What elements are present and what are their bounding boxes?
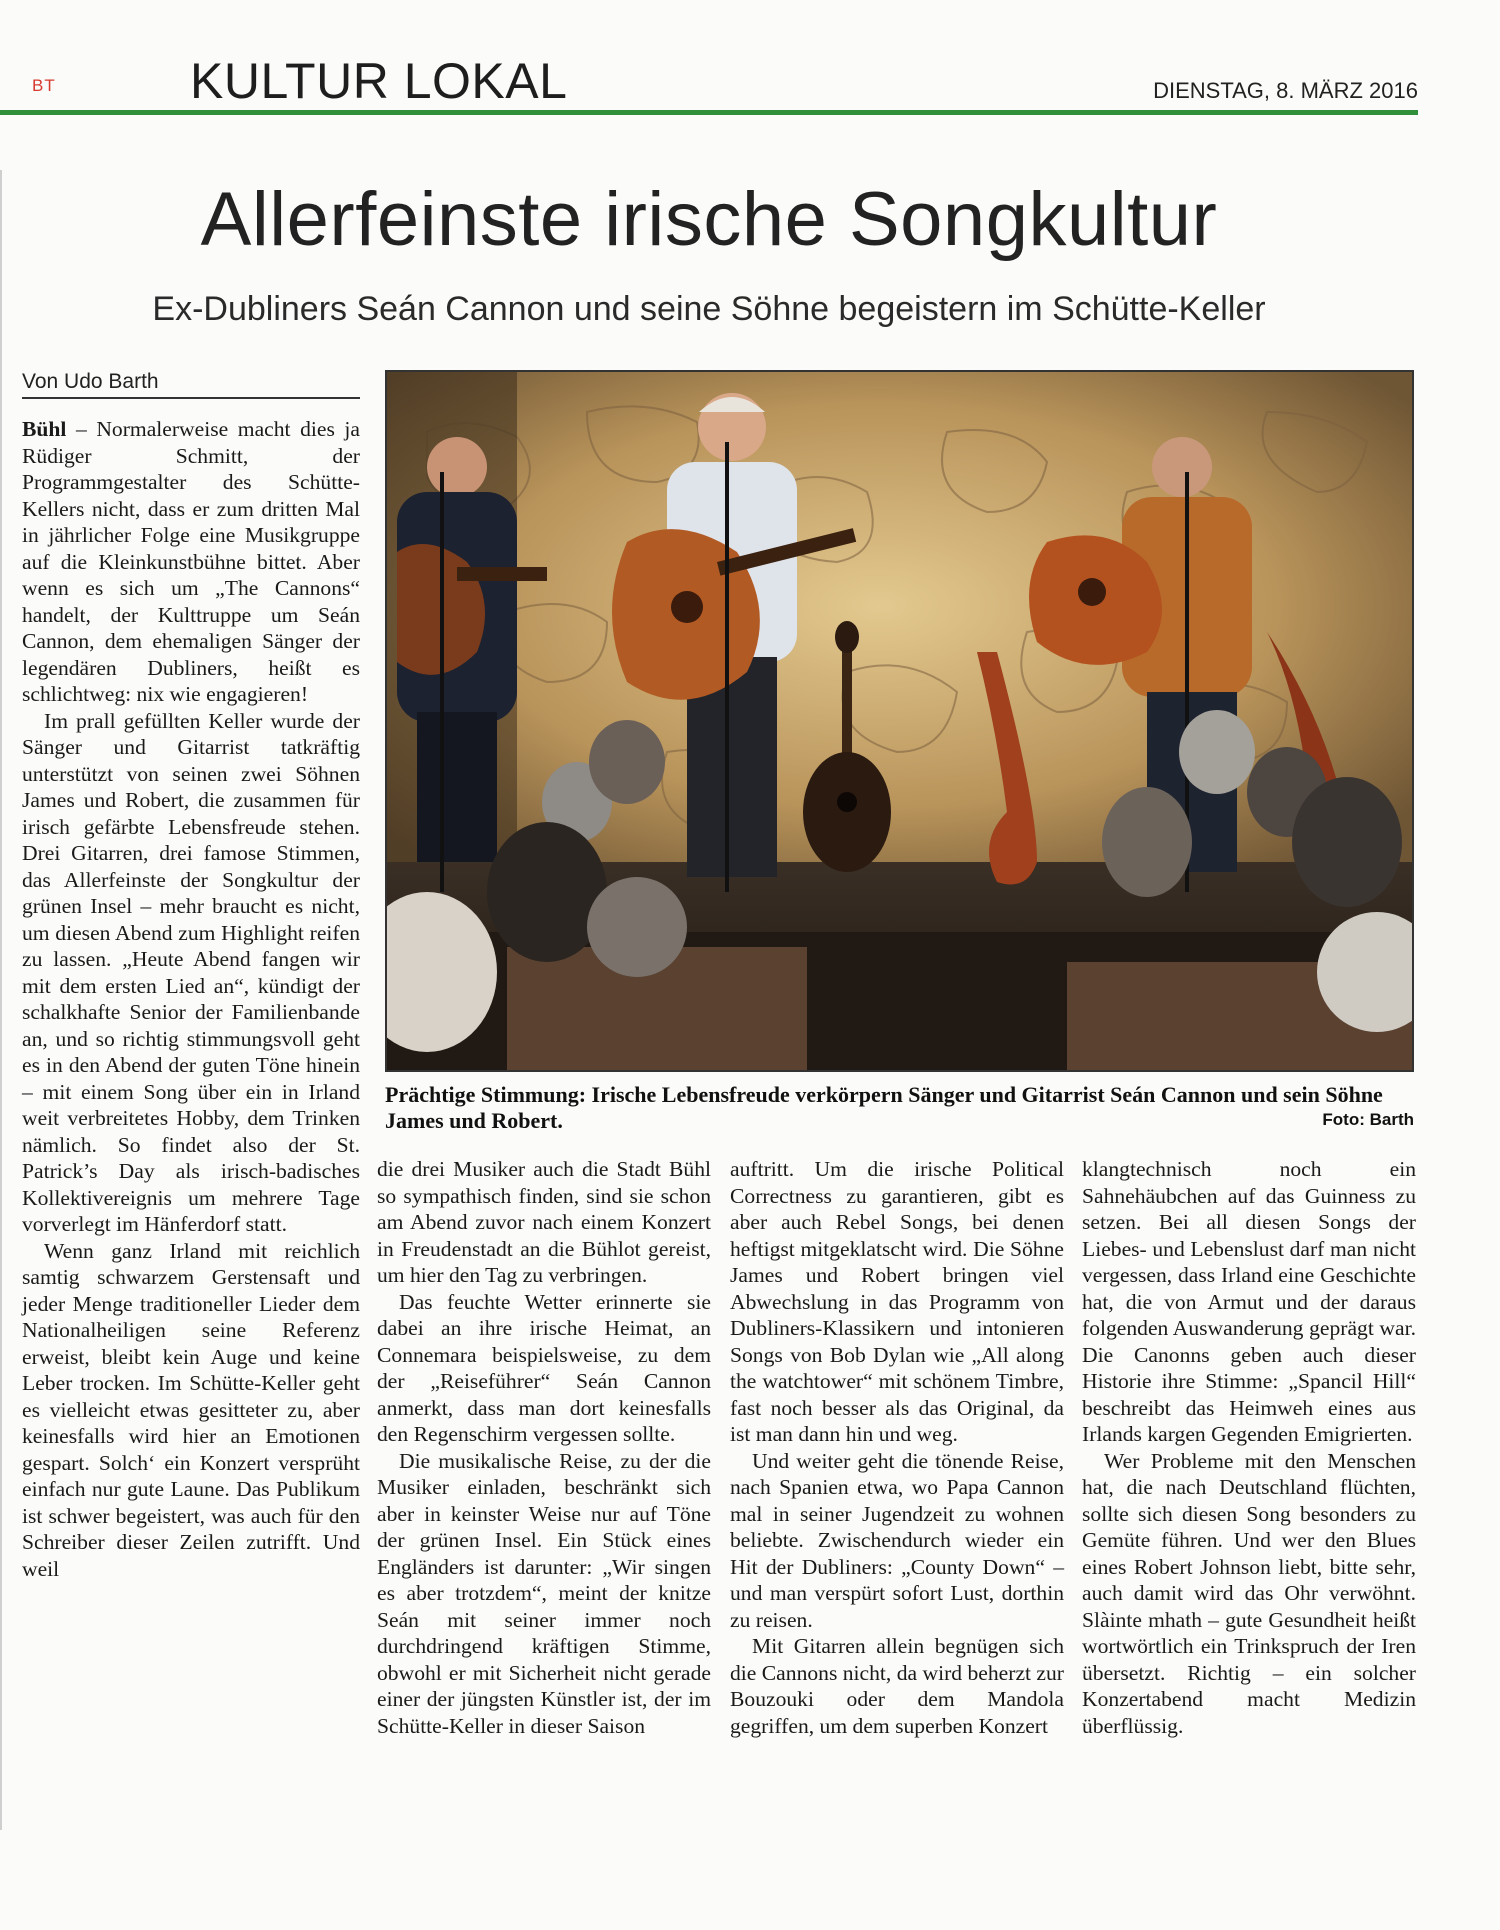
paragraph <box>22 416 360 708</box>
header-rule <box>0 110 1418 115</box>
byline: Von Udo Barth <box>22 370 159 393</box>
article-column-4 <box>1082 1156 1416 1739</box>
paragraph: Im prall gefüllten Keller wurde der Sänger und Gitarrist tatkräftig unterstützt von seinen zwei Söhnen James und Robert, die zusammen für irisch gefärbte Lebensfreude stehen. Drei Gitarren, drei famose Stimmen, das Allerfeinste der Songkultur der grünen Insel – mehr braucht es nicht, um diesen Abend zum Highlight reifen zu lassen. „Heute Abend fangen wir mit dem ersten Lied an“, kündigt der schalkhafte Senior der Familienbande an, und so richtig stimmungsvoll geht es in den Abend der guten Töne hinein – mit einem Song über ein in Irland weit verbreitetes Hobby, dem Trinken nämlich. So findet also der St. Patrick’s Day als irisch-badisches Kollektivereignis um mehrere Tage vorverlegt im Hänferdorf statt. <box>22 708 360 1236</box>
article-column-2 <box>377 1156 711 1739</box>
article-subheadline: Ex-Dubliners Seán Cannon und seine Söhne begeistern im Schütte-Keller <box>152 290 1266 328</box>
paragraph: Wenn ganz Irland mit reichlich samtig schwarzem Gerstensaft und jeder Menge traditioneller Lieder dem Nationalheiligen seine Referenz erweist, bleibt kein Auge und keine Leber trocken. Im Schütte-Keller geht es vielleicht etwas gesitteter zu, aber keinesfalls wird hier an Emotionen gespart. Solch‘ ein Konzert versprüht einfach nur gute Laune. Das Publikum ist schwer begeistert, was auch für den Schreiber dieser Zeilen zutrifft. Und weil <box>22 1238 360 1581</box>
photo-credit: Foto: Barth <box>1322 1110 1414 1129</box>
page-edge-line <box>0 170 2 1830</box>
paragraph: Das feuchte Wetter erinnerte sie dabei an ihre irische Heimat, an Connemara beispielsweise, zu dem der „Reiseführer“ Seán Cannon anmerkt, dass man dort keinesfalls den Regenschirm vergessen sollte. <box>377 1289 711 1446</box>
concert-photo-illustration <box>387 372 1412 1070</box>
paragraph: auftritt. Um die irische Political Correctness zu garantieren, gibt es aber auch Rebel Songs, bei denen heftigst mitgeklatscht wird. Die Söhne James und Robert bringen viel Abwechslung in das Programm von Dubliners-Klassikern und intonieren Songs von Bob Dylan wie „All along the watchtower“ mit schönem Timbre, fast noch besser als das Original, da ist man dann hin und weg. <box>730 1157 1064 1446</box>
section-title: KULTUR LOKAL <box>190 53 568 109</box>
photo-caption: Prächtige Stimmung: Irische Lebensfreude verkörpern Sänger und Gitarrist Seán Cannon und sein Söhne James und Robert. <box>385 1082 1383 1133</box>
issue-date: DIENSTAG, 8. MÄRZ 2016 <box>1153 78 1418 103</box>
paragraph: Mit Gitarren allein begnügen sich die Cannons nicht, da wird beherzt zur Bouzouki oder dem Mandola gegriffen, um dem superben Konzert <box>730 1634 1064 1738</box>
paper-abbreviation: BT <box>32 76 56 95</box>
dateline: Bühl <box>22 417 67 441</box>
paragraph-text: – Normalerweise macht dies ja Rüdiger Schmitt, der Programmgestalter des Schütte-Kellers nicht, dass er zum dritten Mal in jährlicher Folge eine Musikgruppe auf die Kleinkunstbühne bittet. Aber wenn es sich um „The Cannons“ handelt, der Kulttruppe um Seán Cannon, dem ehemaligen Sänger der legendären Dubliners, heißt es schlichtweg: nix wie engagieren! <box>22 417 360 706</box>
paragraph: klangtechnisch noch ein Sahnehäubchen auf das Guinness zu setzen. Bei all diesen Songs der Liebes- und Lebenslust darf man nicht vergessen, dass Irland eine Geschichte hat, die von Armut und der daraus folgenden Auswanderung geprägt war. Die Canonns geben auch dieser Historie ihre Stimme: „Spancil Hill“ beschreibt das Heimweh eines aus Irlands kargen Gegenden Emigrierten. <box>1082 1157 1416 1446</box>
paragraph: die drei Musiker auch die Stadt Bühl so sympathisch finden, sind sie schon am Abend zuvor nach einem Konzert in Freudenstadt an die Bühlot gereist, um hier den Tag zu verbringen. <box>377 1157 711 1287</box>
paragraph: Wer Probleme mit den Menschen hat, die nach Deutschland flüchten, sollte sich diesen Song besonders zu Gemüte führen. Und wer den Blues eines Robert Johnson liebt, bitte sehr, auch damit wird das Ohr verwöhnt. Slàinte mhath – gute Gesundheit heißt wortwörtlich ein Trinkspruch der Iren übersetzt. Richtig – ein solcher Konzertabend macht Medizin überflüssig. <box>1082 1448 1416 1738</box>
byline-rule <box>22 397 360 399</box>
paragraph: Und weiter geht die tönende Reise, nach Spanien etwa, wo Papa Cannon mal in seiner Jugendzeit zu wohnen beliebte. Zwischendurch wieder ein Hit der Dubliners: „County Down“ – und man verspürt sofort Lust, dorthin zu reisen. <box>730 1448 1064 1632</box>
article-headline: Allerfeinste irische Songkultur <box>200 177 1218 262</box>
paragraph: Die musikalische Reise, zu der die Musiker einladen, beschränkt sich aber in keinster Weise nur auf Töne der grünen Insel. Ein Stück eines Engländers ist darunter: „Wir singen es aber trotzdem“, meint der knitze Seán mit seiner immer noch durchdringend kräftigen Stimme, obwohl er mit Sicherheit nicht gerade einer der jüngsten Künstler ist, der im Schütte-Keller in dieser Saison <box>377 1448 711 1738</box>
article-column-3 <box>730 1156 1064 1739</box>
article-column-1 <box>22 416 360 1582</box>
concert-photo <box>385 370 1414 1072</box>
